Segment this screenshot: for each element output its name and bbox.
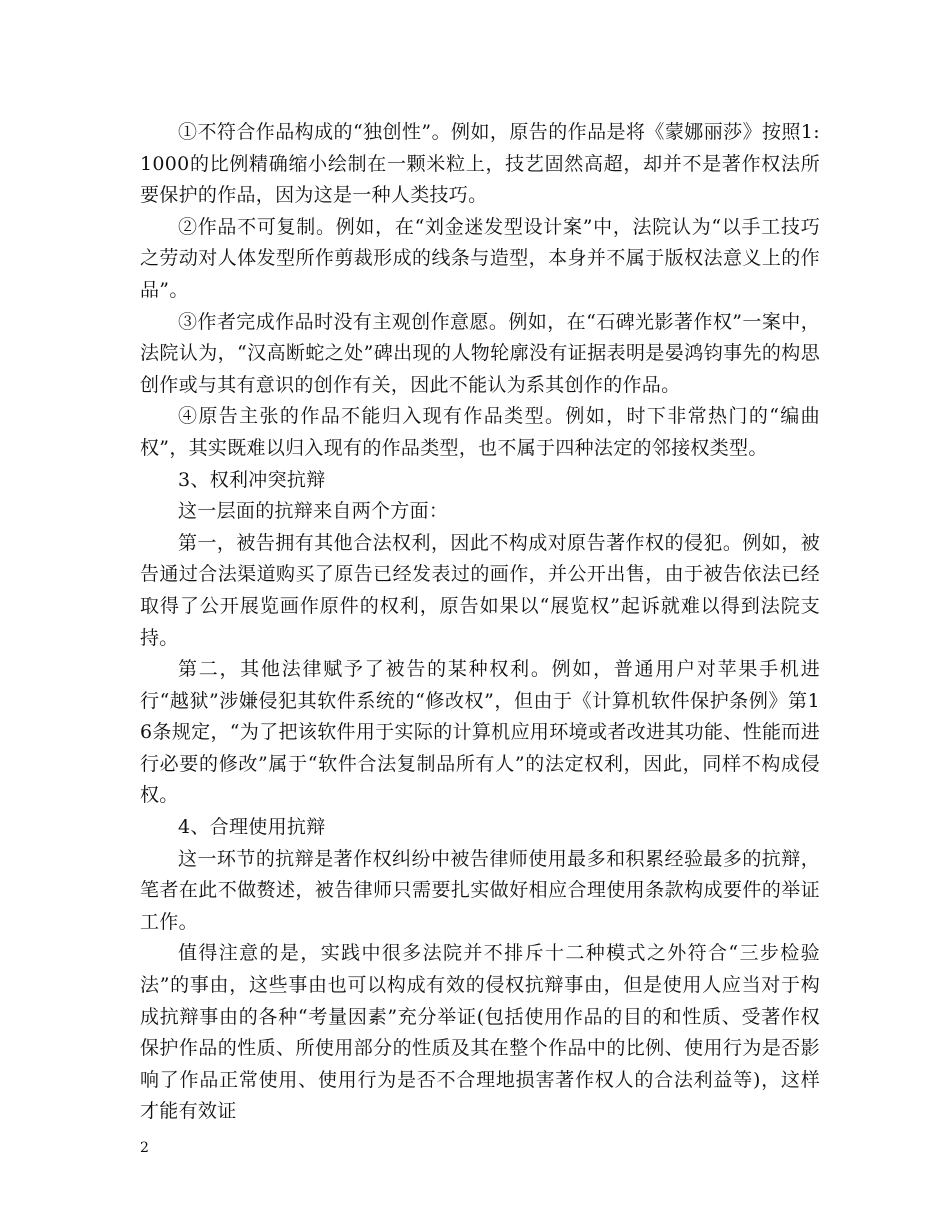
paragraph-two-aspects: 这一层面的抗辩来自两个方面： (178, 500, 449, 523)
page-number: 2 (140, 1140, 149, 1156)
paragraph-originality: ①不符合作品构成的“独创性”。例如，原告的作品是将《蒙娜丽莎》按照1:1000的比例精确缩小绘制在一颗米粒上，技艺固然高超，却并不是著作权法所要保护的作品，因为这是一种人类技巧。 (140, 121, 820, 207)
paragraph-not-reproducible: ②作品不可复制。例如，在“刘金迷发型设计案”中，法院认为“以手工技巧之劳动对人体发型所作剪裁形成的线条与造型，本身并不属于版权法意义上的作品”。 (140, 215, 820, 301)
paragraph-note: 值得注意的是，实践中很多法院并不排斥十二种模式之外符合“三步检验法”的事由，这些事由也可以构成有效的侵权抗辩事由，但是使用人应当对于构成抗辩事由的各种“考量因素”充分举证(包括使用作品的目的和性质、受著作权保护作品的性质、所使用部分的性质及其在整个作品中的比例、使用行为是否影响了作品正常使用、使用行为是否不合理地损害著作权人的合法利益等)，这样才能有效证 (140, 942, 820, 1123)
paragraph-no-category: ④原告主张的作品不能归入现有作品类型。例如，时下非常热门的“编曲权”，其实既难以归入现有的作品类型，也不属于四种法定的邻接权类型。 (140, 405, 820, 459)
paragraph-no-intent: ③作者完成作品时没有主观创作意愿。例如，在“石碑光影著作权”一案中，法院认为，“汉高断蛇之处”碑出现的人物轮廓没有证据表明是晏鸿钧事先的构思创作或与其有意识的创作有关，因此不能认为系其创作的作品。 (140, 310, 820, 396)
paragraph-second-aspect: 第二，其他法律赋予了被告的某种权利。例如，普通用户对苹果手机进行“越狱”涉嫌侵犯其软件系统的“修改权”，但由于《计算机软件保护条例》第16条规定，“为了把该软件用于实际的计算机应用环境或者改进其功能、性能而进行必要的修改”属于“软件合法复制品所有人”的法定权利，因此，同样不构成侵权。 (140, 658, 820, 807)
paragraph-first-aspect: 第一，被告拥有其他合法权利，因此不构成对原告著作权的侵犯。例如，被告通过合法渠道购买了原告已经发表过的画作，并公开出售，由于被告依法已经取得了公开展览画作原件的权利，原告如果以“展览权”起诉就难以得到法院支持。 (140, 531, 820, 649)
section-heading-rights-conflict: 3、权利冲突抗辩 (178, 468, 326, 491)
section-heading-fair-use: 4、合理使用抗辩 (178, 816, 326, 839)
document-body (140, 117, 820, 1128)
paragraph-fair-use: 这一环节的抗辩是著作权纠纷中被告律师使用最多和积累经验最多的抗辩，笔者在此不做赘述，被告律师只需要扎实做好相应合理使用条款构成要件的举证工作。 (140, 847, 820, 933)
